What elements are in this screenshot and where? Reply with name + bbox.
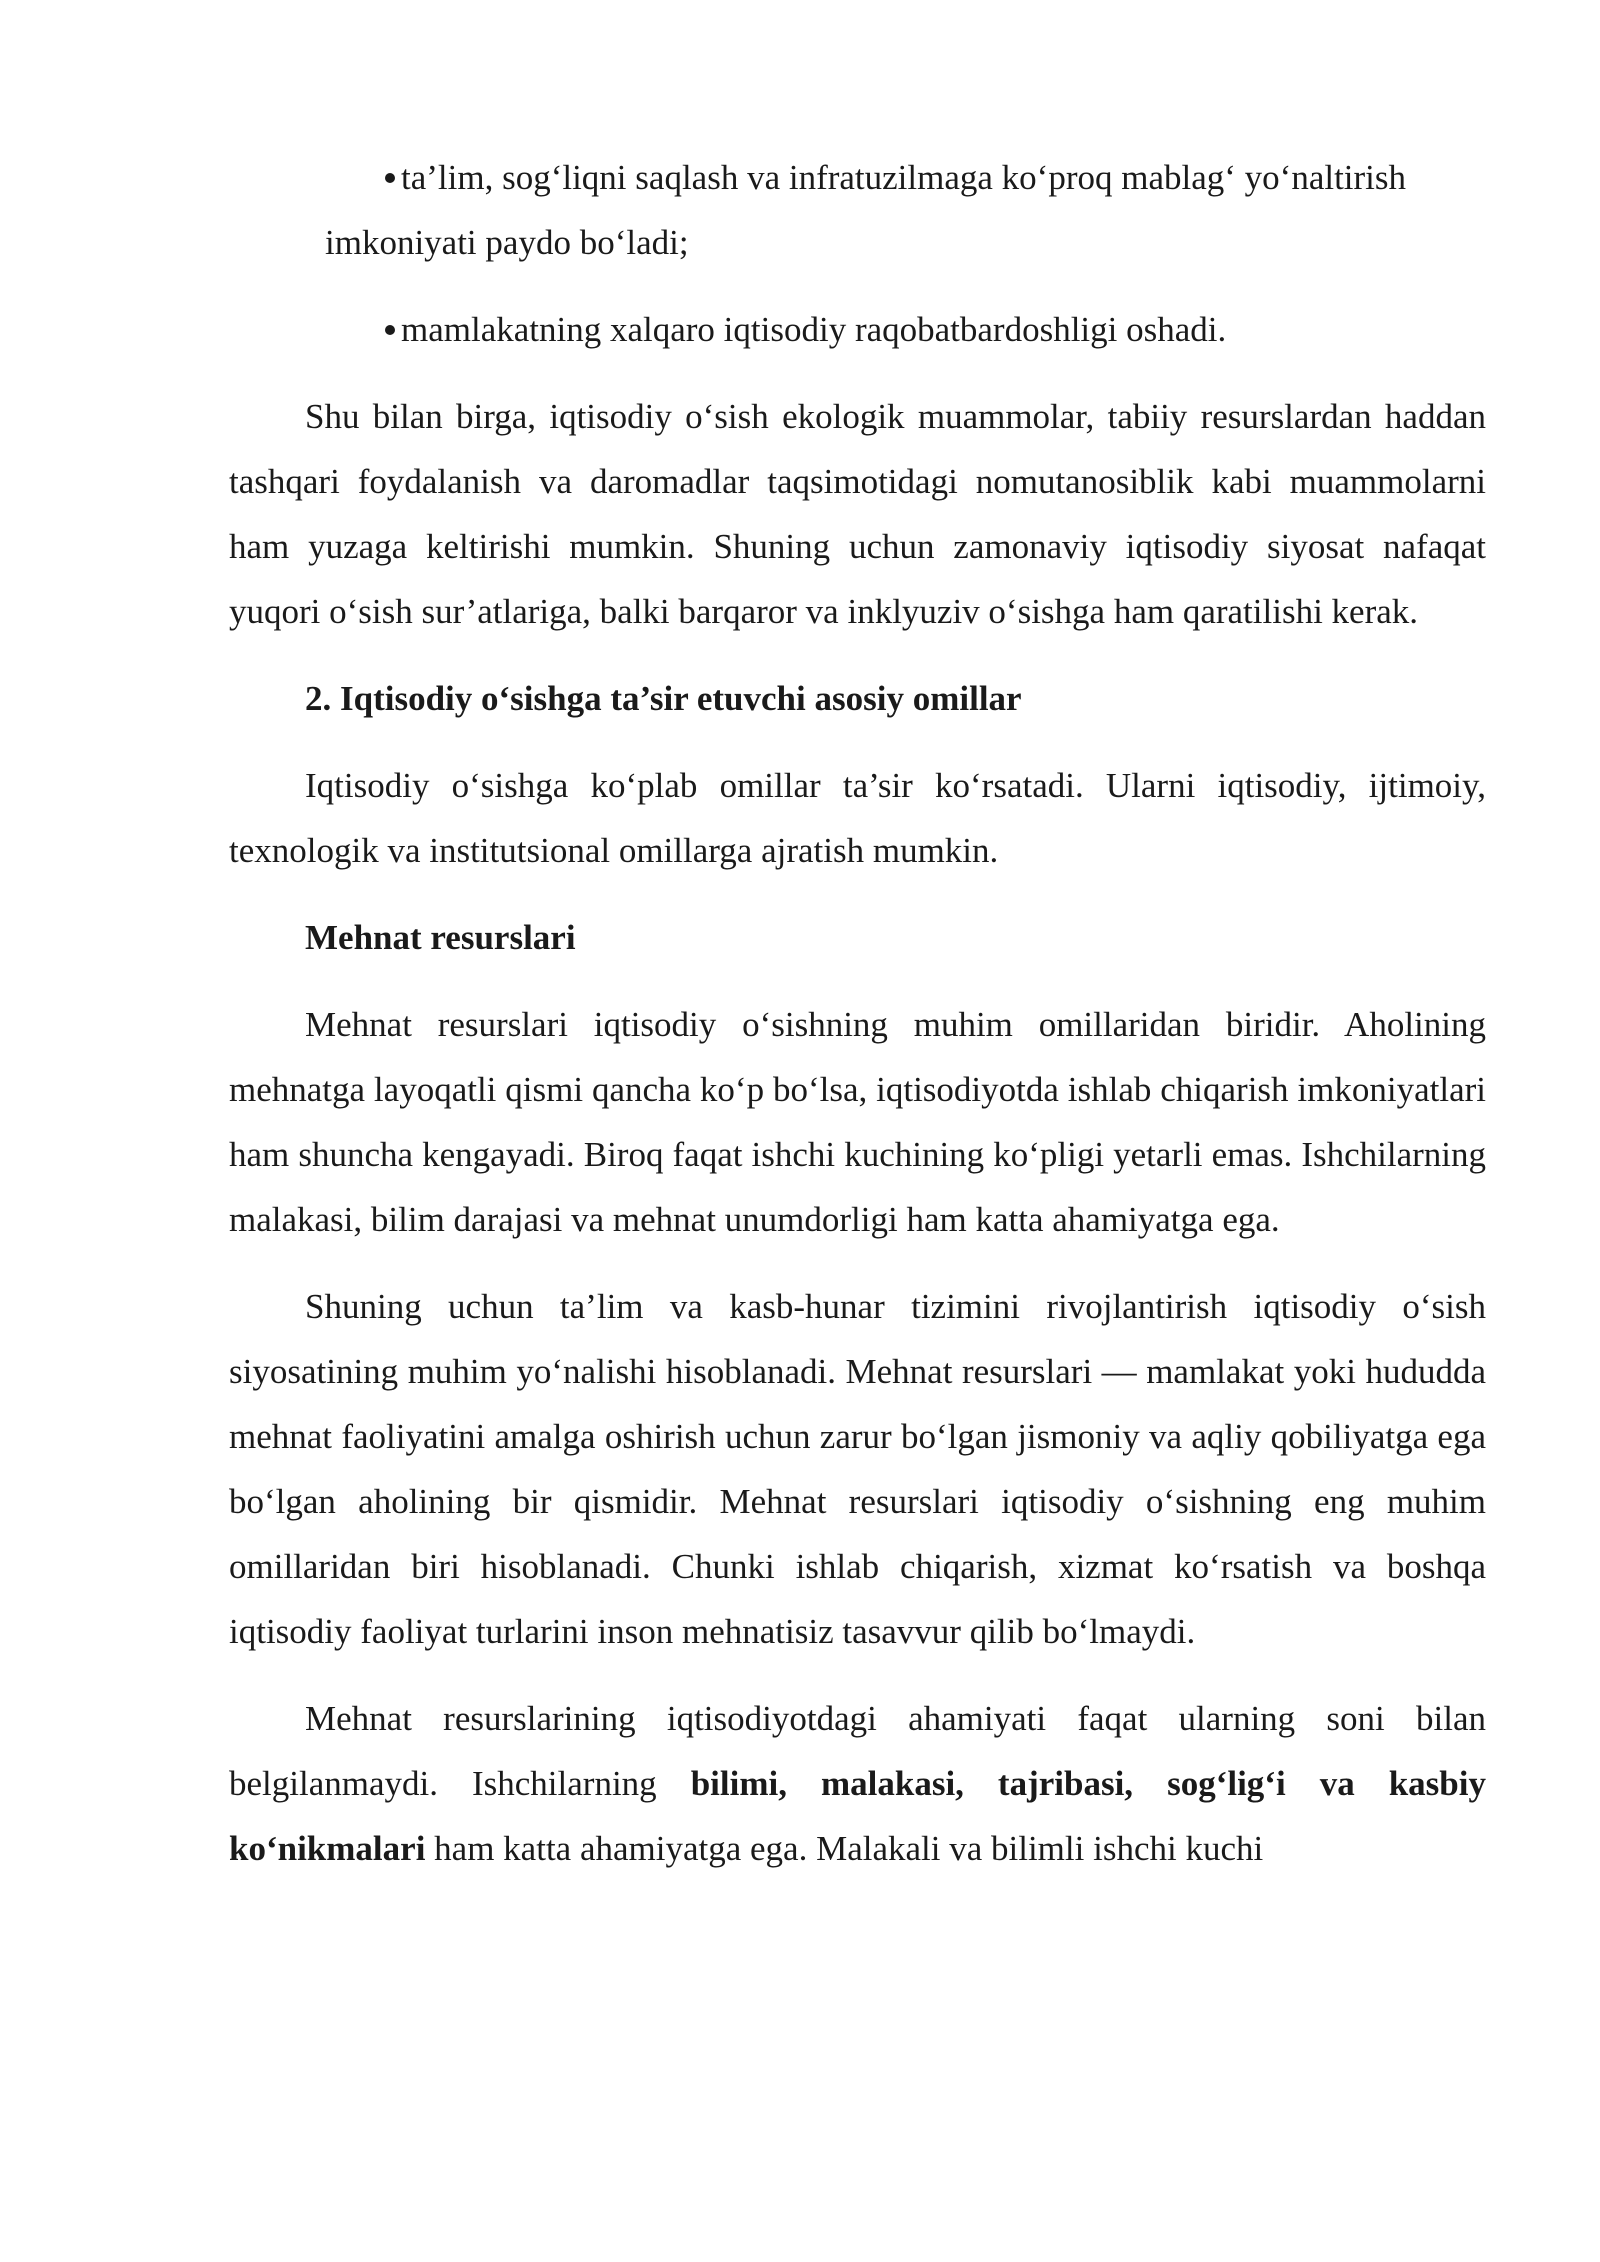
bullet-dot-icon [385,173,395,183]
paragraph-text: ham katta ahamiyatga ega. Malakali va bilimli ishchi kuchi [425,1829,1264,1868]
bullet-item [229,297,1486,362]
section-heading: 2. Iqtisodiy o‘sishga ta’sir etuvchi asosiy omillar [305,679,1022,718]
paragraph: Shu bilan birga, iqtisodiy o‘sish ekologik muammolar, tabiiy resurslardan haddan tashqari foydalanish va daromadlar taqsimotidagi nomutanosiblik kabi muammolarni ham yuzaga keltirishi mumkin. Shuning uchun zamonaviy iqtisodiy siyosat nafaqat yuqori o‘sish sur’atlariga, balki barqaror va inklyuziv o‘sishga ham qaratilishi kerak. [229,397,1486,631]
bullet-text-continuation: imkoniyati paydo bo‘ladi; [325,223,689,262]
bullet-text: ta’lim, sog‘liqni saqlash va infratuzilmaga ko‘proq mablag‘ yo‘naltirish [401,158,1407,197]
paragraph: Iqtisodiy o‘sishga ko‘plab omillar ta’sir ko‘rsatadi. Ularni iqtisodiy, ijtimoiy, texnologik va institutsional omillarga ajratish mumkin. [229,766,1486,870]
paragraph-text: Mehnat resurslarining iqtisodiyotdagi ahamiyati faqat ularning soni bilan belgilanmaydi. Ishchilarning [229,1699,1486,1803]
bullet-item [229,145,1486,275]
document-page [229,145,1486,1903]
bullet-dot-icon [385,325,395,335]
subsection-heading: Mehnat resurslari [305,918,576,957]
paragraph: Mehnat resurslari iqtisodiy o‘sishning muhim omillaridan biridir. Aholining mehnatga layoqatli qismi qancha ko‘p bo‘lsa, iqtisodiyotda ishlab chiqarish imkoniyatlari ham shuncha kengayadi. Biroq faqat ishchi kuchining ko‘pligi yetarli emas. Ishchilarning malakasi, bilim darajasi va mehnat unumdorligi ham katta ahamiyatga ega. [229,1005,1486,1239]
paragraph: Shuning uchun ta’lim va kasb-hunar tizimini rivojlantirish iqtisodiy o‘sish siyosatining muhim yo‘nalishi hisoblanadi. Mehnat resurslari — mamlakat yoki hududda mehnat faoliyatini amalga oshirish uchun zarur bo‘lgan jismoniy va aqliy qobiliyatga ega bo‘lgan aholining bir qismidir. Mehnat resurslari iqtisodiy o‘sishning eng muhim omillaridan biri hisoblanadi. Chunki ishlab chiqarish, xizmat ko‘rsatish va boshqa iqtisodiy faoliyat turlarini inson mehnatisiz tasavvur qilib bo‘lmaydi. [229,1287,1486,1651]
bold-phrase: bilimi, malakasi, tajribasi, sog‘lig‘i va kasbiy ko‘nikmalari [229,1764,1486,1868]
paragraph [229,1686,1486,1881]
bullet-text: mamlakatning xalqaro iqtisodiy raqobatbardoshligi oshadi. [401,310,1227,349]
